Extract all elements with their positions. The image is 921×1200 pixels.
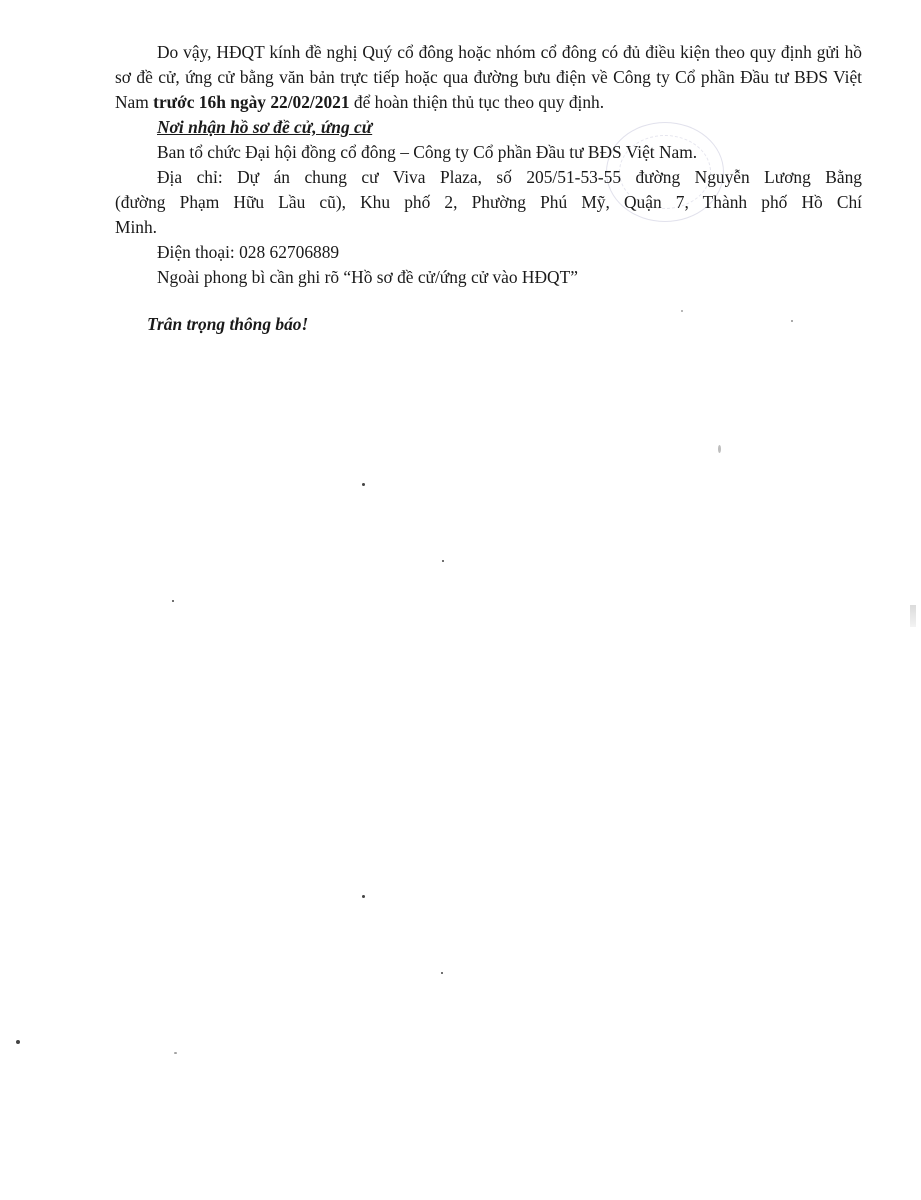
scan-speck (16, 1040, 20, 1044)
intro-text-before: Do vậy, HĐQT kính đề nghị Quý cổ đông hoặc nhóm cổ đông có đủ điều kiện theo quy định gửi hồ sơ đề cử, ứng cử bằng văn bản trực tiếp hoặc qua đường bưu điện về Công ty Cổ phần Đầu tư BĐS Việt Nam (115, 42, 862, 112)
envelope-note: Ngoài phong bì cần ghi rõ “Hồ sơ đề cử/ứng cử vào HĐQT” (157, 267, 578, 287)
scan-edge-mark (910, 605, 916, 627)
scan-speck (681, 310, 683, 312)
organizer-line: Ban tổ chức Đại hội đồng cổ đông – Công ty Cổ phần Đầu tư BĐS Việt Nam. (157, 142, 698, 162)
address-block (115, 165, 862, 240)
scan-speck (791, 320, 793, 322)
scan-speck (362, 483, 365, 486)
scan-speck (362, 895, 365, 898)
document-body (115, 40, 862, 337)
deadline-text: trước 16h ngày 22/02/2021 (153, 92, 350, 112)
intro-text-after: để hoàn thiện thủ tục theo quy định. (349, 92, 605, 112)
address-line-1: Địa chỉ: Dự án chung cư Viva Plaza, số 205/51-53-55 đường Nguyễn Lương Bằng (157, 167, 862, 187)
phone-line: Điện thoại: 028 62706889 (157, 242, 340, 262)
recipient-heading: Nơi nhận hồ sơ đề cử, ứng cử (157, 117, 373, 137)
address-line-2: (đường Phạm Hữu Lầu cũ), Khu phố 2, Phường Phú Mỹ, Quận 7, Thành phố Hồ Chí (115, 192, 862, 212)
closing-text: Trân trọng thông báo! (147, 314, 309, 334)
address-line-3: Minh. (115, 217, 158, 237)
scan-speck (172, 600, 174, 602)
scan-speck (718, 445, 721, 453)
intro-paragraph (115, 40, 862, 115)
scan-speck (442, 560, 444, 562)
scan-speck (174, 1052, 177, 1054)
scan-speck (441, 972, 443, 974)
